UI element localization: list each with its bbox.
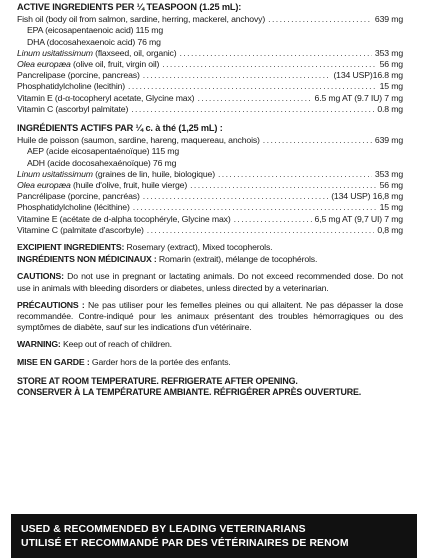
ingredient-row bbox=[17, 180, 403, 191]
paragraph-heading: WARNING: bbox=[17, 339, 61, 350]
ingredient-latin-name: Linum usitatissimum bbox=[17, 168, 93, 179]
ingredient-name bbox=[27, 25, 163, 36]
storage-text-en: STORE AT ROOM TEMPERATURE. REFRIGERATE AFTER OPENING. bbox=[17, 375, 298, 386]
dot-leader bbox=[147, 225, 375, 236]
dot-leader bbox=[128, 81, 377, 92]
ingredient-row bbox=[17, 202, 403, 213]
ingredient-row bbox=[17, 214, 403, 225]
ingredient-row bbox=[17, 146, 403, 157]
ingredient-row bbox=[17, 158, 403, 169]
product-label bbox=[11, 0, 417, 560]
ingredient-name bbox=[27, 158, 176, 169]
ingredient-description: Vitamin C (ascorbyl palmitate) bbox=[17, 103, 129, 114]
ingredient-row bbox=[17, 48, 403, 59]
dot-leader bbox=[133, 202, 377, 213]
ingredient-row bbox=[17, 135, 403, 146]
dot-leader bbox=[197, 93, 311, 104]
ingredient-description: EPA (eicosapentaenoic acid) 115 mg bbox=[27, 25, 164, 36]
ingredient-amount: 0,8 mg bbox=[377, 224, 403, 235]
ingredient-row bbox=[17, 104, 403, 115]
ingredient-row bbox=[17, 225, 403, 236]
ingredient-amount: 15 mg bbox=[379, 202, 403, 213]
ingredient-name bbox=[17, 169, 215, 180]
ingredient-list-en bbox=[17, 14, 403, 115]
dot-leader bbox=[268, 14, 372, 25]
banner-text-en: USED & RECOMMENDED BY LEADING VETERINARIANS bbox=[21, 524, 306, 535]
ingredient-amount: 6,5 mg AT (9,7 UI) 7 mg bbox=[314, 213, 403, 224]
dot-leader bbox=[263, 135, 372, 146]
active-ingredients-title-en: ACTIVE INGREDIENTS PER ¼ TEASPOON (1.25 mL): bbox=[17, 2, 242, 12]
ingredient-description: Pancrélipase (porcine, pancréas) bbox=[17, 191, 140, 202]
label-paragraph bbox=[17, 339, 403, 350]
ingredient-row bbox=[17, 169, 403, 180]
paragraph-text: Romarin (extrait), mélange de tocophérols. bbox=[156, 254, 318, 265]
dot-leader bbox=[143, 70, 331, 81]
storage-text-fr: CONSERVER À LA TEMPÉRATURE AMBIANTE. RÉFRIGÉRER APRÈS OUVERTURE. bbox=[17, 387, 362, 398]
ingredient-description: DHA (docosahexaenoic acid) 76 mg bbox=[27, 36, 161, 47]
ingredient-name bbox=[27, 146, 179, 157]
ingredient-row bbox=[17, 70, 403, 81]
paragraph-text: Keep out of reach of children. bbox=[60, 339, 172, 350]
ingredient-name bbox=[17, 180, 187, 191]
ingredient-row bbox=[17, 59, 403, 70]
ingredient-row bbox=[17, 37, 403, 48]
paragraph-heading: INGRÉDIENTS NON MÉDICINAUX : bbox=[17, 254, 157, 265]
dot-leader bbox=[234, 214, 312, 225]
dot-leader bbox=[190, 180, 377, 191]
banner-text-fr: UTILISÉ ET RECOMMANDÉ PAR DES VÉTÉRINAIRES DE RENOM bbox=[21, 537, 349, 549]
ingredient-latin-name: Olea europæa bbox=[17, 59, 71, 70]
paragraph-heading: CAUTIONS: bbox=[17, 271, 64, 282]
ingredient-amount: 639 mg bbox=[374, 135, 403, 146]
ingredient-name bbox=[17, 191, 140, 202]
ingredient-amount: 56 mg bbox=[379, 180, 403, 191]
paragraph-heading: MISE EN GARDE : bbox=[17, 356, 90, 367]
ingredient-latin-name: Linum usitatissimum bbox=[17, 47, 93, 58]
ingredient-amount: (134 USP)16.8 mg bbox=[333, 70, 403, 81]
ingredient-row bbox=[17, 14, 403, 25]
ingredient-amount: 353 mg bbox=[374, 47, 403, 58]
ingredient-row bbox=[17, 93, 403, 104]
ingredient-description: Phosphatidylcholine (lecithin) bbox=[17, 81, 126, 92]
dot-leader bbox=[131, 104, 374, 115]
ingredient-amount: 639 mg bbox=[374, 14, 403, 25]
ingredient-description: Fish oil (body oil from salmon, sardine, herring, mackerel, anchovy) bbox=[17, 14, 266, 25]
ingredient-description: Pancrelipase (porcine, pancreas) bbox=[17, 70, 140, 81]
label-paragraph bbox=[17, 271, 403, 293]
active-ingredients-title-fr: INGRÉDIENTS ACTIFS PAR ¼ c. à thé (1,25 mL) : bbox=[17, 123, 223, 134]
paragraph-text: Ne pas utiliser pour les femelles pleines ou qui allaitent. Ne pas dépasser la dose recommandée. Contre-indiqué pour les animaux présentant des troubles hémorragiques ou des symptômes de diabète, sauf sur les indications d'un vétérinaire. bbox=[17, 299, 403, 333]
ingredient-name bbox=[17, 214, 231, 225]
ingredient-description: (olive oil, fruit, virgin oil) bbox=[70, 59, 160, 70]
label-paragraph bbox=[17, 242, 403, 253]
storage-instructions bbox=[17, 376, 403, 398]
ingredient-row bbox=[17, 25, 403, 36]
ingredient-description: (huile d'olive, fruit, huile vierge) bbox=[70, 180, 188, 191]
label-paragraph bbox=[17, 357, 403, 368]
ingredient-name bbox=[27, 37, 161, 48]
ingredient-description: (graines de lin, huile, biologique) bbox=[92, 168, 215, 179]
ingredient-amount: 56 mg bbox=[379, 59, 403, 70]
paragraph-heading: PRÉCAUTIONS : bbox=[17, 299, 85, 310]
veterinarian-banner bbox=[11, 514, 417, 558]
ingredient-amount: 6.5 mg AT (9.7 IU) 7 mg bbox=[314, 92, 403, 103]
ingredient-name bbox=[17, 135, 260, 146]
ingredient-name bbox=[17, 48, 177, 59]
ingredient-name bbox=[17, 59, 159, 70]
label-paragraphs bbox=[17, 242, 403, 368]
dot-leader bbox=[218, 169, 372, 180]
ingredient-name bbox=[17, 202, 130, 213]
label-paragraph bbox=[17, 300, 403, 334]
paragraph-text: Garder hors de la portée des enfants. bbox=[89, 356, 231, 367]
ingredient-name bbox=[17, 104, 128, 115]
ingredient-amount: 353 mg bbox=[374, 168, 403, 179]
ingredient-description: ADH (acide docosahexaénoïque) 76 mg bbox=[27, 157, 177, 168]
ingredient-amount: 0.8 mg bbox=[377, 103, 403, 114]
ingredient-amount: (134 USP) 16,8 mg bbox=[331, 191, 403, 202]
ingredient-description: Vitamine E (acétate de d-alpha tocophéryle, Glycine max) bbox=[17, 213, 231, 224]
ingredient-list-fr bbox=[17, 135, 403, 236]
ingredient-name bbox=[17, 225, 144, 236]
ingredient-name bbox=[17, 93, 194, 104]
ingredient-description: Vitamine C (palmitate d'ascorbyle) bbox=[17, 224, 144, 235]
ingredient-description: Phosphatidylcholine (lécithine) bbox=[17, 202, 130, 213]
ingredient-description: Vitamin E (d-α-tocopheryl acetate, Glycine max) bbox=[17, 92, 195, 103]
ingredient-description: Huile de poisson (saumon, sardine, hareng, maquereau, anchois) bbox=[17, 135, 260, 146]
ingredient-description: AEP (acide eicosapentaénoïque) 115 mg bbox=[27, 146, 180, 157]
dot-leader bbox=[162, 59, 376, 70]
ingredient-latin-name: Olea europæa bbox=[17, 180, 71, 191]
dot-leader bbox=[143, 191, 329, 202]
label-paragraph bbox=[17, 254, 403, 265]
paragraph-text: Do not use in pregnant or lactating animals. Do not exceed recommended dose. Do not use in animals with bleeding disorders or diabetes, unless directed by a veterinarian. bbox=[17, 271, 403, 293]
ingredient-amount: 15 mg bbox=[379, 81, 403, 92]
ingredient-name bbox=[17, 81, 125, 92]
paragraph-text: Rosemary (extract), Mixed tocopherols. bbox=[124, 242, 273, 253]
ingredient-name bbox=[17, 14, 265, 25]
ingredient-name bbox=[17, 70, 140, 81]
ingredient-description: (flaxseed, oil, organic) bbox=[92, 47, 177, 58]
ingredient-row bbox=[17, 81, 403, 92]
paragraph-heading: EXCIPIENT INGREDIENTS: bbox=[17, 242, 125, 253]
dot-leader bbox=[180, 48, 372, 59]
ingredient-row bbox=[17, 191, 403, 202]
